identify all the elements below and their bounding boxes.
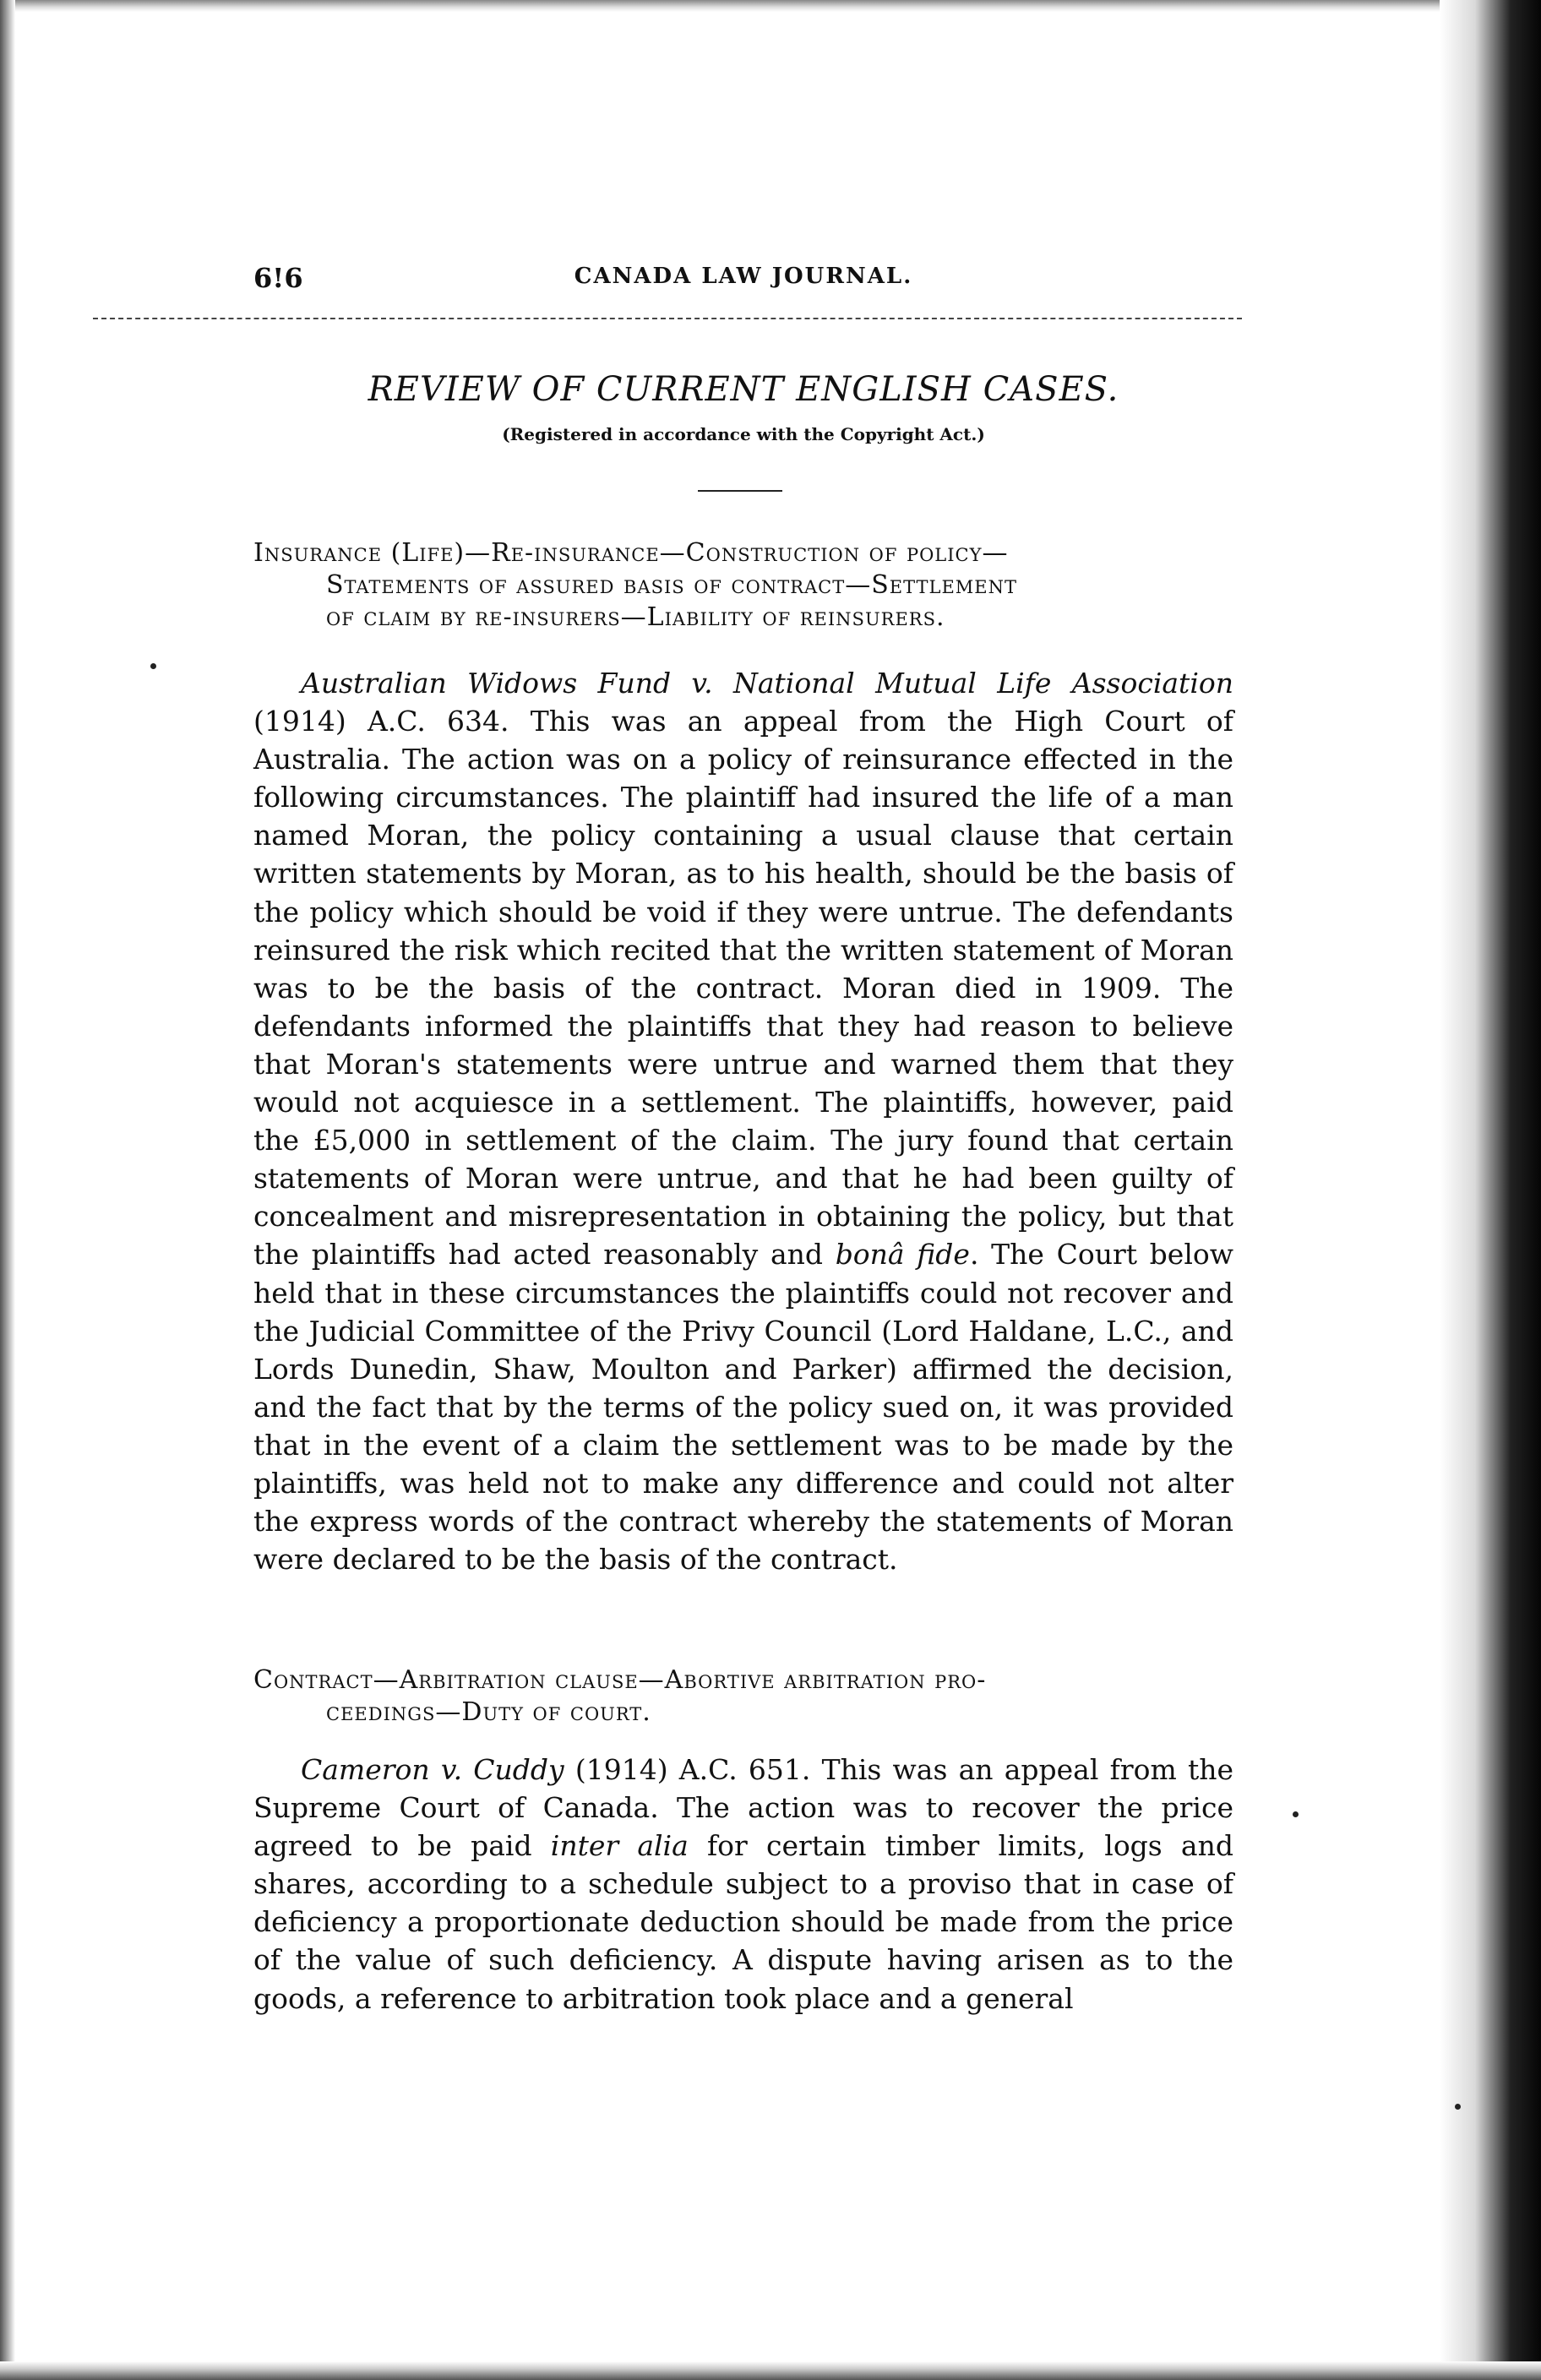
page-number: 6!6: [253, 262, 303, 294]
scan-edge-right: [1440, 0, 1541, 2380]
case-text: . The Court below held that in these circumstances the plaintiffs could not recover and the Judicial Committee of the Privy Council (Lord Haldane, L.C., and Lords Dunedin, Shaw, Moulton and Parker) affirmed the decision, and the fact that by the terms of the policy sued on, it was provided that in the event of a claim the settlement was to be made by the plaintiffs, was held not to make any difference and could not alter the express words of the contract whereby the statements of Moran were declared to be the basis of the contract.: [253, 1238, 1234, 1577]
running-head: [253, 245, 1233, 296]
ink-speck: [1455, 2104, 1461, 2110]
ink-speck: [1293, 1811, 1299, 1817]
case-text: (1914) A.C. 634. This was an appeal from the High Court of Australia. The action was on a policy of reinsurance effected in the following circumstances. The plaintiff had insured the life of a man named Moran, the policy containing a usual clause that certain written statements by Moran, as to his health, should be the basis of the policy which should be void if they were untrue. The defendants reinsured the risk which recited that the written statement of Moran was to be the basis of the contract. Moran died in 1909. The defendants informed the plaintiffs that they had reason to believe that Moran's statements were untrue and warned them that they would not acquiesce in a settlement. The plaintiffs, however, paid the £5,000 in settlement of the claim. The jury found that certain statements of Moran were untrue, and that he had been guilty of concealment and misrepresentation in obtaining the policy, but that the plaintiffs had acted reasonably and: [253, 705, 1233, 1272]
scan-edge-left: [0, 0, 15, 2380]
case-italic-phrase: bonâ fide: [835, 1238, 970, 1272]
case-title: Cameron v. Cuddy: [301, 1753, 564, 1786]
case-heading-line: Statements of assured basis of contract—Settlement: [326, 570, 1018, 600]
case-paragraph: [253, 664, 1233, 1578]
ink-speck: [150, 663, 156, 669]
header-rule: [93, 318, 1242, 319]
section-title: REVIEW OF CURRENT ENGLISH CASES.: [368, 370, 1119, 409]
scan-edge-top: [0, 0, 1541, 12]
case-text: for certain timber limits, logs and shares, according to a schedule subject to a proviso that in case of deficiency a proportionate deduction should be made from the price of the value of such deficiency. A dispute having arisen as to the goods, a reference to arbitration took place and a general: [253, 1829, 1233, 2015]
case-heading-line: of claim by re-insurers—Liability of reinsurers.: [326, 602, 945, 632]
case-heading-line: ceedings—Duty of court.: [326, 1697, 651, 1727]
scan-edge-bottom: [0, 2361, 1541, 2380]
case-heading: [253, 1664, 1233, 1729]
divider-rule: [698, 490, 782, 492]
case-title: Australian Widows Fund v. National Mutual Life Association: [301, 667, 1233, 700]
case-paragraph: [253, 1751, 1233, 2018]
case-heading-line: Contract—Arbitration clause—Abortive arbitration pro-: [253, 1665, 987, 1695]
case-heading-line: Insurance (Life)—Re-insurance—Construction of policy—: [253, 538, 1009, 568]
page-content: [253, 245, 1234, 2015]
copyright-note: (Registered in accordance with the Copyright Act.): [502, 424, 985, 444]
case-heading: [253, 537, 1233, 634]
journal-name: CANADA LAW JOURNAL.: [574, 264, 913, 289]
case-text: (1914) A.C. 651. This was an appeal from the Supreme Court of Canada. The action was to recover the price agreed to be paid: [253, 1753, 1234, 1863]
case-italic-phrase: inter alia: [550, 1829, 689, 1863]
